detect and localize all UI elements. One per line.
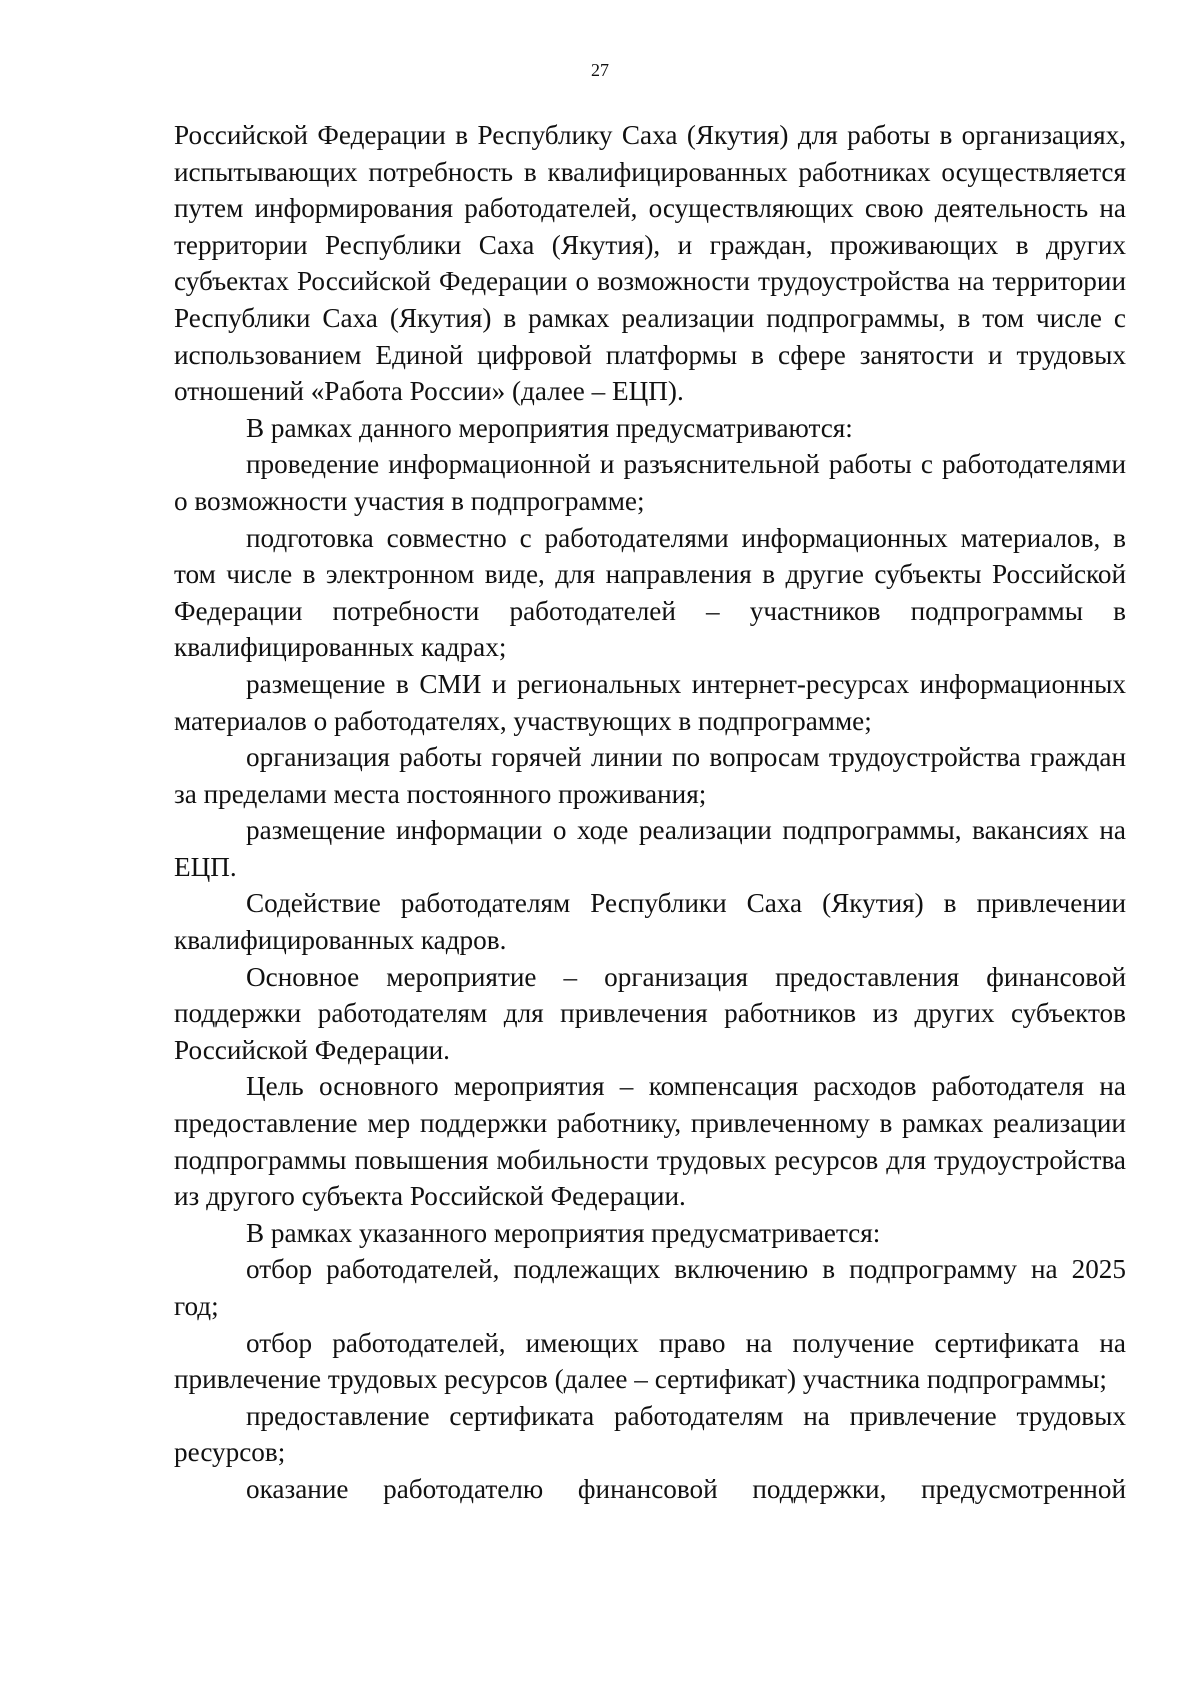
- paragraph-list-item: подготовка совместно с работодателями информационных материалов, в том числе в электронном виде, для направления в другие субъекты Российской Федерации потребности работодателей – участников подпрограммы в квалифицированных кадрах;: [174, 522, 1126, 663]
- paragraph-section-heading: Содействие работодателям Республики Саха (Якутия) в привлечении квалифицированных кадров.: [174, 888, 1126, 956]
- paragraph-list-item: размещение информации о ходе реализации подпрограммы, вакансиях на ЕЦП.: [174, 815, 1126, 882]
- paragraph-list-item: проведение информационной и разъяснительной работы с работодателями о возможности участия в подпрограмме;: [174, 449, 1126, 516]
- paragraph-measures-intro: В рамках данного мероприятия предусматриваются:: [246, 412, 853, 443]
- paragraph-list-item: отбор работодателей, имеющих право на получение сертификата на привлечение трудовых ресурсов (далее – сертификат) участника подпрограммы;: [174, 1327, 1126, 1395]
- document-body: [174, 117, 1126, 1508]
- page-number: 27: [591, 60, 609, 80]
- paragraph-list-item: оказание работодателю финансовой поддержки, предусмотренной: [246, 1473, 1126, 1504]
- paragraph-list-item: организация работы горячей линии по вопросам трудоустройства граждан за пределами места постоянного проживания;: [174, 742, 1126, 809]
- paragraph-main-measure: Основное мероприятие – организация предоставления финансовой поддержки работодателям для привлечения работников из других субъектов Российской Федерации.: [174, 961, 1126, 1065]
- paragraph-continuation: Российской Федерации в Республику Саха (Якутия) для работы в организациях, испытывающих потребность в квалифицированных работниках осуществляется путем информирования работодателей, осуществляющих свою деятельность на территории Республики Саха (Якутия), и граждан, проживающих в других субъектах Российской Федерации о возможности трудоустройства на территории Республики Саха (Якутия) в рамках реализации подпрограммы, в том числе с использованием Единой цифровой платформы в сфере занятости и трудовых отношений «Работа России» (далее – ЕЦП).: [174, 120, 1126, 407]
- paragraph-measures-intro: В рамках указанного мероприятия предусматривается:: [246, 1217, 881, 1248]
- paragraph-list-item: отбор работодателей, подлежащих включению в подпрограмму на 2025 год;: [174, 1254, 1126, 1321]
- paragraph-measure-goal: Цель основного мероприятия – компенсация расходов работодателя на предоставление мер поддержки работнику, привлеченному в рамках реализации подпрограммы повышения мобильности трудовых ресурсов для трудоустройства из другого субъекта Российской Федерации.: [174, 1071, 1126, 1212]
- paragraph-list-item: размещение в СМИ и региональных интернет-ресурсах информационных материалов о работодателях, участвующих в подпрограмме;: [174, 668, 1126, 736]
- paragraph-list-item: предоставление сертификата работодателям на привлечение трудовых ресурсов;: [174, 1400, 1126, 1468]
